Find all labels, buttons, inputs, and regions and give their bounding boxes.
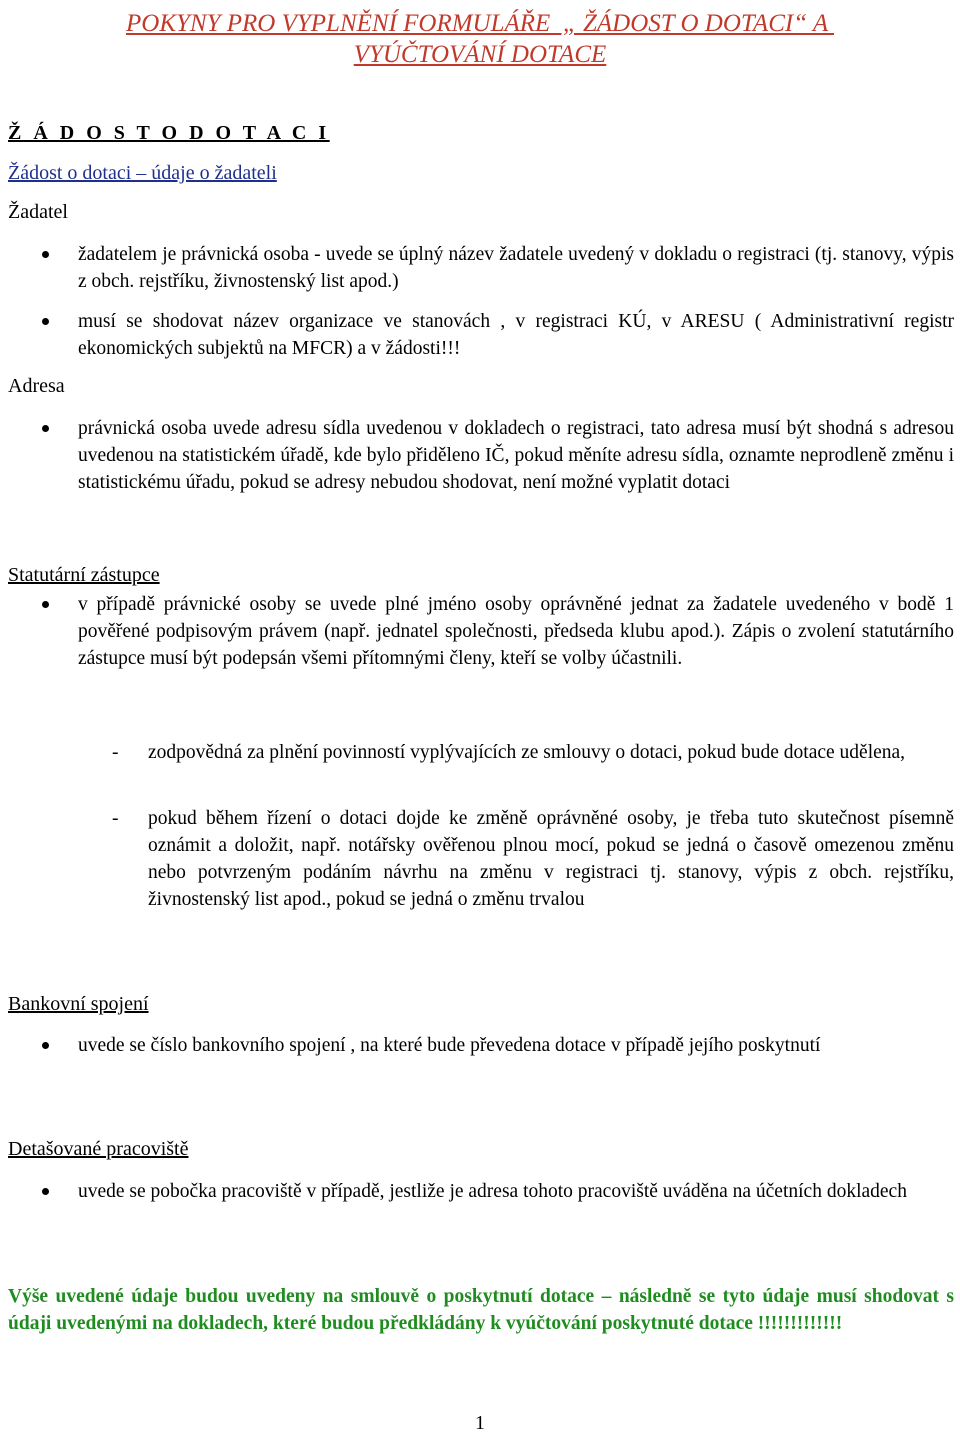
dash-item-1	[112, 739, 954, 766]
subheading-applicant-info: Žádost o dotaci – údaje o žadateli	[8, 162, 277, 184]
page-number: 1	[475, 1412, 485, 1434]
dash-marker: -	[112, 808, 119, 829]
bullet-statutarni-1: v případě právnické osoby se uvede plné jméno osoby oprávněné jednat za žadatele uvedeného v bodě 1 pověřené podpisovým právem (např. jednatel společnosti, předseda klubu apod.). Zápis o zvolení statutárního zástupce musí být podepsán všemi přítomnými členy, kteří se volby účastnili.	[78, 591, 954, 672]
bullet-adresa-1: právnická osoba uvede adresu sídla uvedenou v dokladech o registraci, tato adresa musí být shodná s adresou uvedenou na statistickém úřadě, kde bylo přiděleno IČ, pokud měníte adresu sídla, oznamte neprodleně změnu i statistickému úřadu, pokud se adresy nebudou shodovat, není možné vyplatit dotaci	[78, 415, 954, 496]
dash-marker: -	[112, 742, 119, 763]
heading-adresa: Adresa	[8, 375, 65, 397]
dash-item-2	[112, 805, 954, 913]
document-title	[0, 8, 960, 70]
heading-zadatel: Žadatel	[8, 201, 68, 223]
heading-detasovane-pracoviste: Detašované pracoviště	[8, 1138, 189, 1160]
document-title-line-2: VYÚČTOVÁNÍ DOTACE	[353, 41, 607, 68]
bullet-zadatel-2: musí se shodovat název organizace ve stanovách , v registraci KÚ, v ARESU ( Administrativní registr ekonomických subjektů na MFCR) a v žádosti!!!	[78, 308, 954, 362]
bullet-zadatel-1: žadatelem je právnická osoba - uvede se úplný název žadatele uvedený v dokladu o registraci (tj. stanovy, výpis z obch. rejstříku, živnostenský list apod.)	[78, 241, 954, 295]
dash-item-text: zodpovědná za plnění povinností vyplývajících ze smlouvy o dotaci, pokud bude dotace udělena,	[148, 742, 906, 763]
final-note: Výše uvedené údaje budou uvedeny na smlouvě o poskytnutí dotace – následně se tyto údaje musí shodovat s údaji uvedenými na dokladech, které budou předkládány k vyúčtování poskytnuté dotace !!!!!!!!!!!!!	[8, 1286, 954, 1334]
bullet-detasovane-1: uvede se pobočka pracoviště v případě, jestliže je adresa tohoto pracoviště uváděna na účetních dokladech	[78, 1178, 954, 1205]
document-title-line-1: POKYNY PRO VYPLNĚNÍ FORMULÁŘE „ ŽÁDOST O DOTACI“ A	[126, 10, 834, 37]
heading-statutarni-zastupce: Statutární zástupce	[8, 564, 160, 586]
heading-bankovni-spojeni: Bankovní spojení	[8, 993, 149, 1015]
bullet-bankovni-1: uvede se číslo bankovního spojení , na které bude převedena dotace v případě jejího poskytnutí	[78, 1032, 954, 1059]
section-heading: Ž Á D O S T O D O T A C I	[8, 122, 330, 144]
dash-item-text: pokud během řízení o dotaci dojde ke změně oprávněné osoby, je třeba tuto skutečnost písemně oznámit a doložit, např. notářsky ověřenou plnou mocí, pokud se jedná o časově omezenou změnu nebo potvrzeným podáním návrhu na změnu v registraci tj. stanovy, výpis z obch. rejstříku, živnostenský list apod., pokud se jedná o změnu trvalou	[148, 808, 954, 910]
